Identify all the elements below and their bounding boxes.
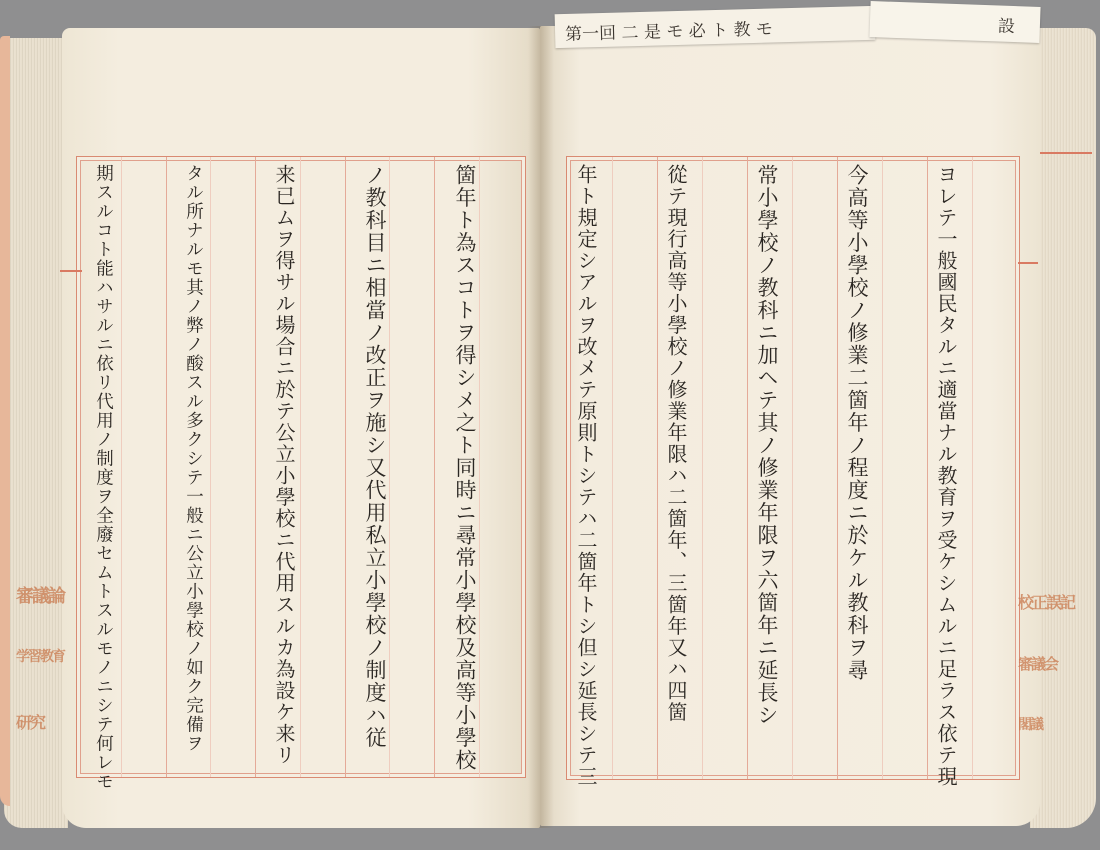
left-column-1: 箇年ト為スコトヲ得シメ之ト同時ニ尋常小學校及高等小學校 <box>453 164 477 772</box>
left-column-3: 来已ムヲ得サル場合ニ於テ公立小學校ニ代用スルカ為設ケ来リ <box>272 164 296 766</box>
inserted-corner-text: 設 <box>997 16 1016 38</box>
right-edge-stamp: 校正誤記 審議会 閣議 <box>1018 593 1075 733</box>
left-column-5: 期スルコト能ハサルニ依リ代用ノ制度ヲ全廢セムトスルモノニシテ何レモ <box>93 164 114 791</box>
right-column-3: 常小學校ノ教科ニ加ヘテ其ノ修業年限ヲ六箇年ニ延長シ <box>755 164 779 727</box>
right-page <box>540 26 1040 826</box>
right-column-4: 從テ現行高等小學校ノ修業年限ハ二箇年、三箇年又ハ四箇 <box>664 164 688 723</box>
right-column-1: ヨレテ一般國民タルニ適當ナル教育ヲ受ケシムルニ足ラス依テ現 <box>934 164 958 788</box>
book-gutter-shadow <box>528 26 554 828</box>
right-edge-tab-marker <box>1018 262 1038 264</box>
right-column-5: 年ト規定シアルヲ改メテ原則トシテハ二箇年トシ但シ延長シテ三 <box>574 164 598 788</box>
inserted-note-text: 第一回 二 是 モ 必 ト 教 モ <box>564 19 774 45</box>
left-column-4: タル所ナルモ其ノ弊ノ酸スル多クシテ一般ニ公立小學校ノ如ク完備ヲ <box>183 164 204 753</box>
left-page <box>62 28 540 828</box>
inserted-note-corner <box>869 1 1040 43</box>
left-edge-stamp: 審議論 学習教育 研究 <box>16 586 64 732</box>
left-cover-edge <box>0 36 10 806</box>
right-column-2: 今高等小學校ノ修業二箇年ノ程度ニ於ケル教科ヲ尋 <box>845 164 869 682</box>
right-edge-tab-marker <box>1040 152 1092 154</box>
left-column-2: ノ教科目ニ相當ノ改正ヲ施シ又代用私立小學校ノ制度ハ従 <box>363 164 387 749</box>
left-edge-tab-marker <box>60 270 82 272</box>
